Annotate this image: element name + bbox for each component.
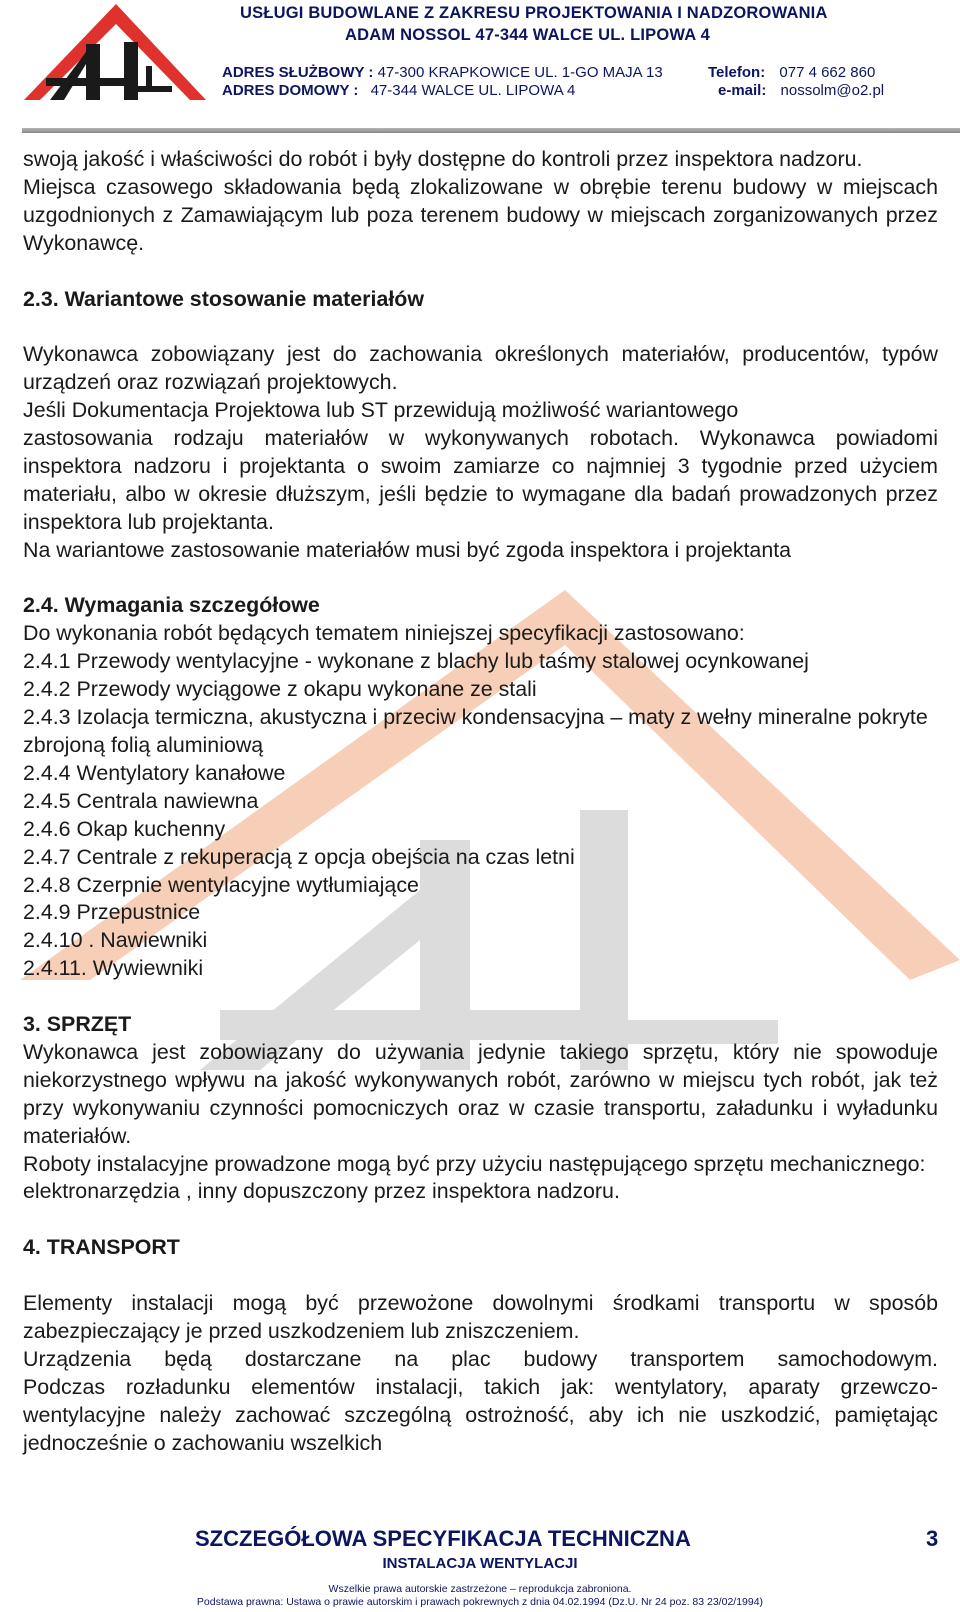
- paragraph: Elementy instalacji mogą być przewożone dowolnymi środkami transportu w sposób zabezpieczający je przed uszkodzeniem lub zniszczeniem.: [23, 1291, 938, 1343]
- paragraph: Wykonawca jest zobowiązany do używania jedynie takiego sprzętu, który nie spowoduje niekorzystnego wpływu na jakość wykonywanych robót, zarówno w miejscu tych robót, jak też przy wykonywaniu czynności pomocniczych oraz w czasie transportu, załadunku i wyładunku materiałów.: [23, 1039, 938, 1148]
- footer-subtitle: INSTALACJA WENTYLACJI: [382, 1555, 578, 1572]
- list-item: 2.4.4 Wentylatory kanałowe: [23, 760, 286, 785]
- paragraph: Jeśli Dokumentacja Projektowa lub ST przewidują możliwość wariantowego: [23, 398, 739, 423]
- paragraph: swoją jakość i właściwości do robót i były dostępne do kontroli przez inspektora nadzoru.: [23, 147, 863, 171]
- list-item: 2.4.11. Wywiewniki: [23, 956, 204, 981]
- phone-label: Telefon:: [708, 64, 766, 81]
- header-owner-line: ADAM NOSSOL 47-344 WALCE UL. LIPOWA 4: [345, 26, 710, 44]
- section-heading-2-4: 2.4. Wymagania szczegółowe: [23, 593, 320, 618]
- list-item: 2.4.6 Okap kuchenny: [23, 816, 226, 841]
- footer-legal-basis: Podstawa prawna: Ustawa o prawie autorskim i prawach pokrewnych z dnia 04.02.1994 (Dz.U. Nr 24 poz. 83 23/02/1994): [196, 1596, 764, 1608]
- paragraph: Roboty instalacyjne prowadzone mogą być przy użyciu następującego sprzętu mechanicznego: elektronarzędzia , inny dopuszczony przez inspektora nadzoru.: [23, 1151, 926, 1204]
- page-number: 3: [926, 1526, 939, 1551]
- email-value: nossolm@o2.pl: [780, 82, 885, 99]
- paragraph: Urządzenia będą dostarczane na plac budowy transportem samochodowym.: [23, 1346, 938, 1371]
- paragraph: Miejsca czasowego składowania będą zlokalizowane w obrębie terenu budowy w miejscach uzgodnionych z Zamawiającym lub poza terenem budowy w miejscach zorganizowanych przez Wykonawcę.: [23, 174, 938, 255]
- section-heading-3: 3. SPRZĘT: [23, 1012, 132, 1037]
- document-body: [23, 146, 938, 1458]
- paragraph: Podczas rozładunku elementów instalacji, takich jak: wentylatory, aparaty grzewczo-wentylacyjne należy zachować szczególną ostrożność, aby ich nie uszkodzić, pamiętając jednocześnie o zachowaniu wszelkich: [23, 1374, 938, 1455]
- section-heading-2-3: 2.3. Wariantowe stosowanie materiałów: [23, 286, 424, 311]
- footer-title: SZCZEGÓŁOWA SPECYFIKACJA TECHNICZNA: [195, 1526, 691, 1551]
- header-divider: [22, 128, 960, 133]
- phone-value: 077 4 662 860: [779, 64, 876, 81]
- list-item: 2.4.2 Przewody wyciągowe z okapu wykonane ze stali: [23, 677, 537, 702]
- paragraph: Na wariantowe zastosowanie materiałów musi być zgoda inspektora i projektanta: [23, 537, 792, 562]
- list-item: 2.4.10 . Nawiewniki: [23, 928, 208, 953]
- list-item: 2.4.7 Centrale z rekuperacją z opcja obejścia na czas letni: [23, 844, 575, 869]
- paragraph: zastosowania rodzaju materiałów w wykonywanych robotach. Wykonawca powiadomi inspektora nadzoru i projektanta o swoim zamiarze co najmniej 3 tygodnie przed użyciem materiału, albo w okresie dłuższym, jeśli będzie to wymagane dla badań prowadzonych przez inspektora lub projektanta.: [23, 426, 938, 534]
- office-address-value: 47-300 KRAPKOWICE UL. 1-GO MAJA 13: [377, 64, 663, 81]
- list-item: 2.4.8 Czerpnie wentylacyjne wytłumiające: [23, 872, 419, 897]
- header-company-line: USŁUGI BUDOWLANE Z ZAKRESU PROJEKTOWANIA I NADZOROWANIA: [240, 4, 828, 22]
- section-heading-4: 4. TRANSPORT: [23, 1235, 180, 1260]
- list-item: 2.4.1 Przewody wentylacyjne - wykonane z blachy lub taśmy stalowej ocynkowanej: [23, 649, 809, 674]
- paragraph: Do wykonania robót będących tematem niniejszej specyfikacji zastosowano:: [23, 621, 745, 646]
- home-address-value: 47-344 WALCE UL. LIPOWA 4: [370, 82, 576, 99]
- list-item: 2.4.3 Izolacja termiczna, akustyczna i przeciw kondensacyjna – maty z wełny mineralne pokryte zbrojoną folią aluminiową: [23, 705, 928, 757]
- footer-copyright: Wszelkie prawa autorskie zastrzeżone – reprodukcja zabroniona.: [328, 1583, 632, 1595]
- home-address-label: ADRES DOMOWY :: [222, 82, 359, 99]
- office-address-label: ADRES SŁUŻBOWY :: [222, 64, 374, 81]
- list-item: 2.4.9 Przepustnice: [23, 900, 201, 925]
- paragraph: Wykonawca zobowiązany jest do zachowania określonych materiałów, producentów, typów urządzeń oraz rozwiązań projektowych.: [23, 342, 938, 395]
- email-label: e-mail:: [718, 82, 767, 99]
- company-logo: [20, 2, 210, 106]
- list-item: 2.4.5 Centrala nawiewna: [23, 788, 259, 813]
